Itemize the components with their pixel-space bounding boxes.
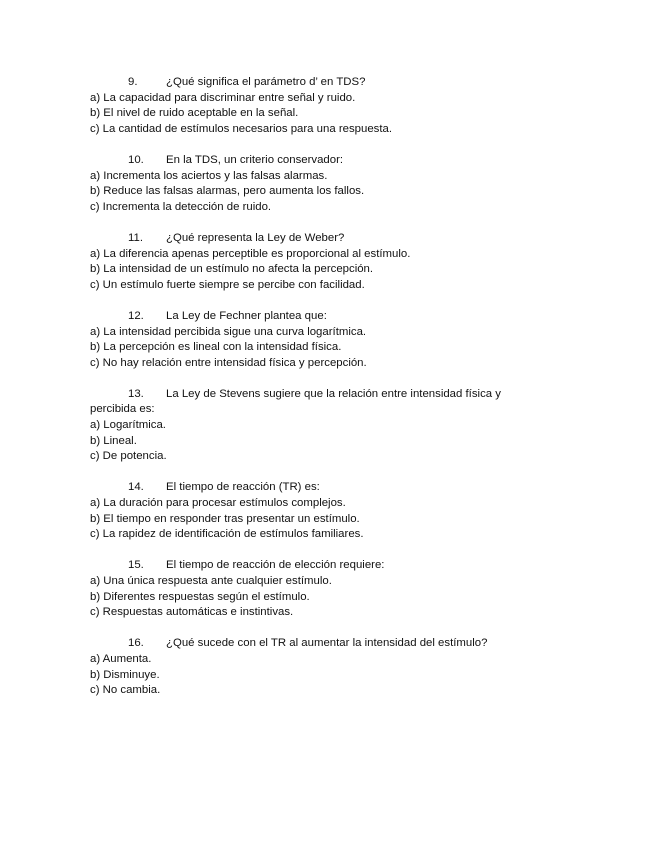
question-number: 9. <box>128 76 138 88</box>
option-a: a) Incrementa los aciertos y las falsas alarmas. <box>90 169 328 182</box>
question-11 <box>90 231 550 293</box>
option-b: b) Lineal. <box>90 434 137 447</box>
question-text: El tiempo de reacción de elección requiere: <box>166 559 385 572</box>
question-number: 14. <box>128 481 144 494</box>
question-heading <box>90 75 550 91</box>
question-heading <box>90 636 550 652</box>
question-text: ¿Qué representa la Ley de Weber? <box>166 231 345 244</box>
question-text: La Ley de Fechner plantea que: <box>166 309 327 322</box>
question-text: El tiempo de reacción (TR) es: <box>166 481 320 494</box>
question-text: La Ley de Stevens sugiere que la relación entre intensidad física y percibida es: <box>90 387 501 416</box>
option-b: b) La percepción es lineal con la intensidad física. <box>90 341 342 354</box>
option-a: a) La diferencia apenas perceptible es proporcional al estímulo. <box>90 247 411 260</box>
option-b: b) Diferentes respuestas según el estímulo. <box>90 590 310 603</box>
option-c: c) De potencia. <box>90 450 167 463</box>
option-c: c) No hay relación entre intensidad física y percepción. <box>90 356 367 369</box>
question-12 <box>90 309 550 371</box>
option-a: a) Logarítmica. <box>90 419 166 432</box>
question-number: 12. <box>128 309 144 322</box>
option-c: c) La rapidez de identificación de estímulos familiares. <box>90 528 364 541</box>
question-number: 15. <box>128 559 144 572</box>
option-c: c) Respuestas automáticas e instintivas. <box>90 606 294 619</box>
question-number: 13. <box>128 387 144 400</box>
option-a: a) La capacidad para discriminar entre señal y ruido. <box>90 91 356 104</box>
option-a: a) Una única respuesta ante cualquier estímulo. <box>90 575 332 587</box>
option-c: c) Incrementa la detección de ruido. <box>90 200 272 213</box>
question-14 <box>90 480 550 542</box>
question-9 <box>90 75 550 137</box>
option-c: c) La cantidad de estímulos necesarios para una respuesta. <box>90 122 393 135</box>
option-c: c) Un estímulo fuerte siempre se percibe con facilidad. <box>90 278 365 291</box>
option-a: a) La intensidad percibida sigue una curva logarítmica. <box>90 325 367 338</box>
question-list <box>90 75 550 714</box>
question-15 <box>90 558 550 620</box>
question-number: 10. <box>128 153 144 166</box>
question-heading <box>90 153 550 169</box>
question-heading <box>90 309 550 325</box>
option-b: b) Reduce las falsas alarmas, pero aumenta los fallos. <box>90 185 365 198</box>
option-b: b) El tiempo en responder tras presentar un estímulo. <box>90 512 360 525</box>
question-text: ¿Qué sucede con el TR al aumentar la intensidad del estímulo? <box>166 637 488 650</box>
option-b: b) El nivel de ruido aceptable en la señal. <box>90 107 299 120</box>
option-a: a) La duración para procesar estímulos complejos. <box>90 497 346 510</box>
option-b: b) Disminuye. <box>90 668 160 681</box>
question-16 <box>90 636 550 698</box>
question-heading <box>90 387 550 418</box>
option-a: a) Aumenta. <box>90 652 152 665</box>
option-b: b) La intensidad de un estímulo no afecta la percepción. <box>90 263 374 276</box>
question-number: 11. <box>128 231 143 244</box>
question-heading <box>90 558 550 574</box>
question-13 <box>90 387 550 465</box>
option-c: c) No cambia. <box>90 684 161 697</box>
question-text: En la TDS, un criterio conservador: <box>166 153 344 166</box>
question-number: 16. <box>128 637 144 650</box>
question-heading <box>90 480 550 496</box>
question-text: ¿Qué significa el parámetro d’ en TDS? <box>166 76 366 88</box>
question-heading <box>90 231 550 247</box>
question-10 <box>90 153 550 215</box>
